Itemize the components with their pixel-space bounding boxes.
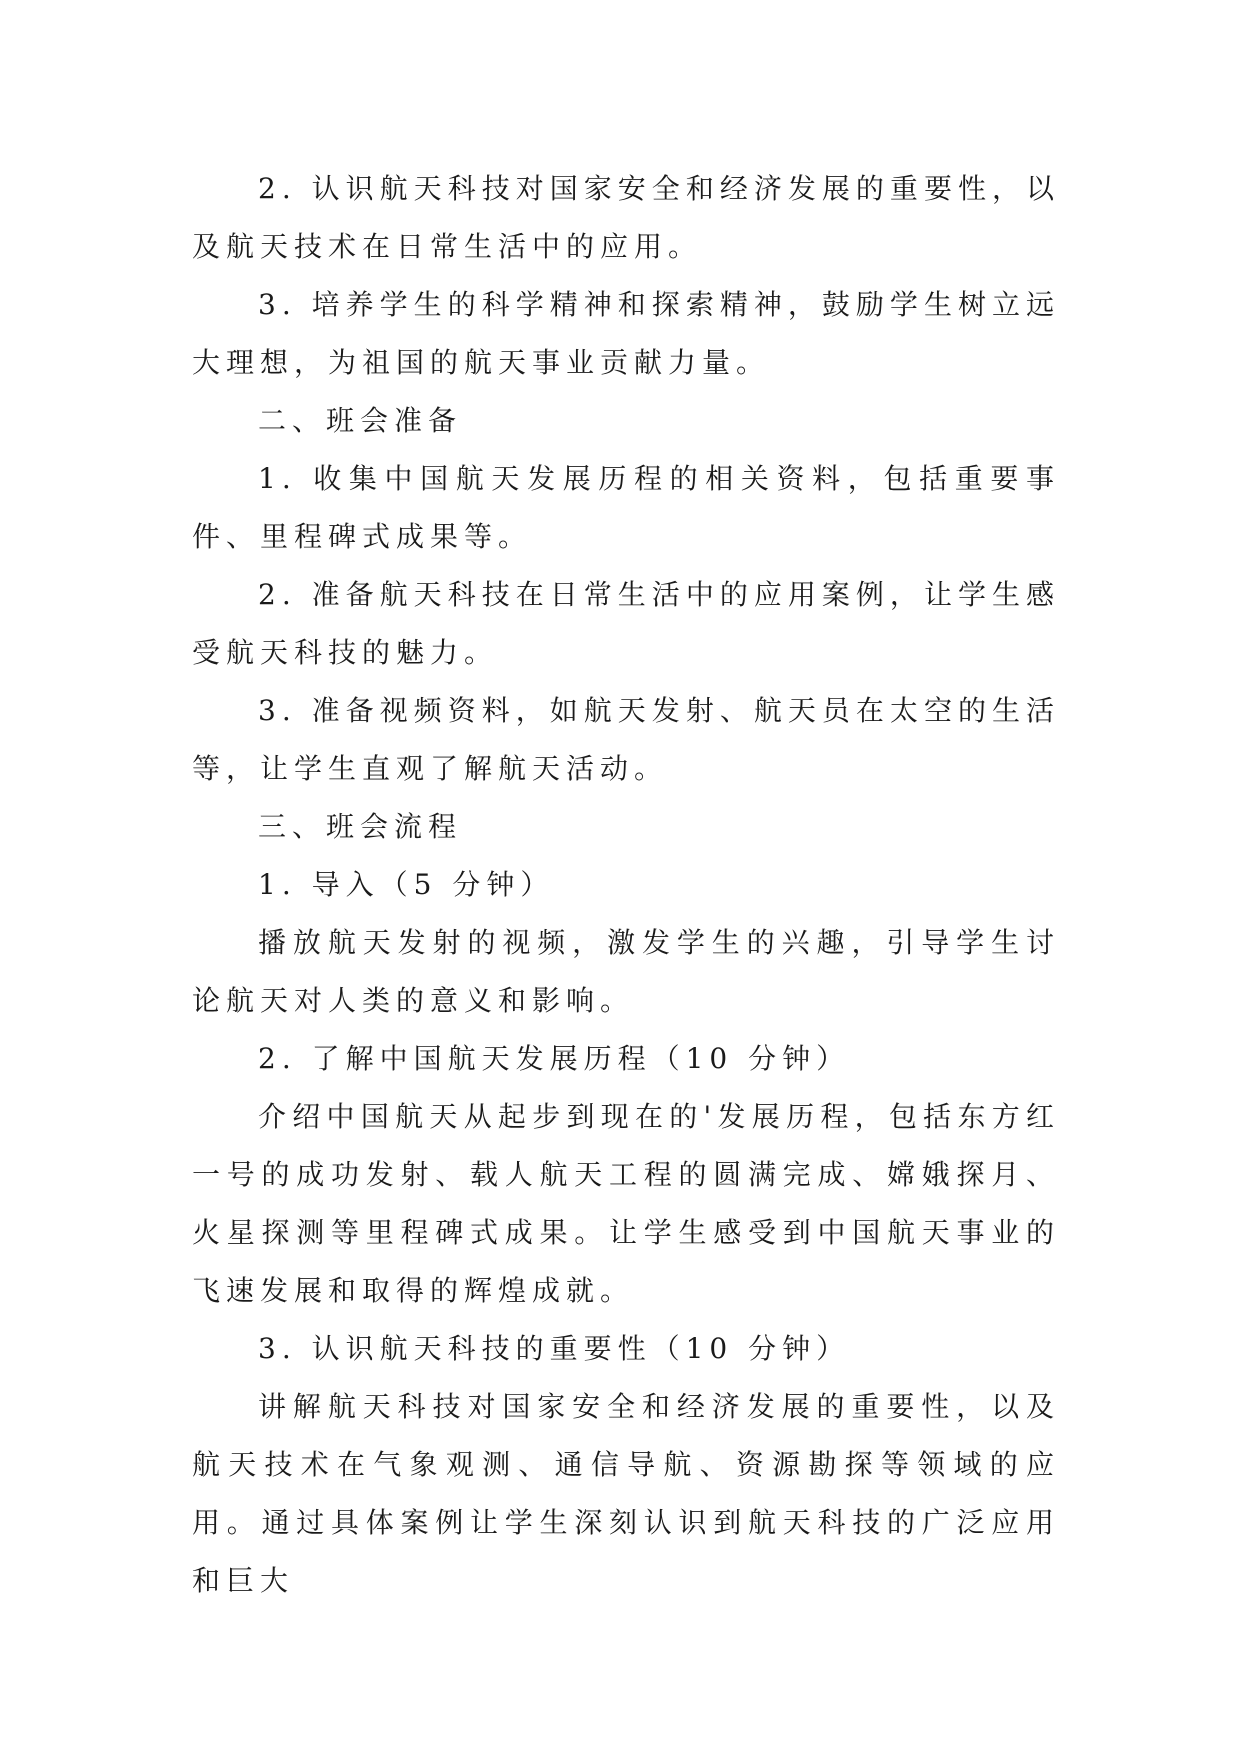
subheading-intro: 1. 导入（5 分钟） [258, 868, 555, 901]
paragraph-prep-2: 2. 准备航天科技在日常生活中的应用案例，让学生感受航天科技的魅力。 [192, 578, 1060, 669]
paragraph-goal-2: 2. 认识航天科技对国家安全和经济发展的重要性，以及航天技术在日常生活中的应用。 [192, 172, 1060, 263]
section-heading-process: 三、班会流程 [258, 810, 463, 843]
paragraph-goal-3: 3. 培养学生的科学精神和探索精神，鼓励学生树立远大理想，为祖国的航天事业贡献力量。 [192, 288, 1060, 379]
section-heading-preparation: 二、班会准备 [258, 404, 463, 437]
subheading-importance: 3. 认识航天科技的重要性（10 分钟） [258, 1332, 851, 1365]
paragraph-prep-3: 3. 准备视频资料，如航天发射、航天员在太空的生活等，让学生直观了解航天活动。 [192, 694, 1060, 785]
paragraph-prep-1: 1. 收集中国航天发展历程的相关资料，包括重要事件、里程碑式成果等。 [192, 462, 1060, 553]
subheading-history: 2. 了解中国航天发展历程（10 分钟） [258, 1042, 851, 1075]
paragraph-history: 介绍中国航天从起步到现在的'发展历程，包括东方红一号的成功发射、载人航天工程的圆满完成、嫦娥探月、火星探测等里程碑式成果。让学生感受到中国航天事业的飞速发展和取得的辉煌成就。 [192, 1100, 1060, 1307]
paragraph-importance: 讲解航天科技对国家安全和经济发展的重要性，以及航天技术在气象观测、通信导航、资源勘探等领域的应用。通过具体案例让学生深刻认识到航天科技的广泛应用和巨大 [192, 1390, 1060, 1597]
paragraph-intro: 播放航天发射的视频，激发学生的兴趣，引导学生讨论航天对人类的意义和影响。 [192, 926, 1060, 1017]
document-body [192, 160, 1060, 1610]
